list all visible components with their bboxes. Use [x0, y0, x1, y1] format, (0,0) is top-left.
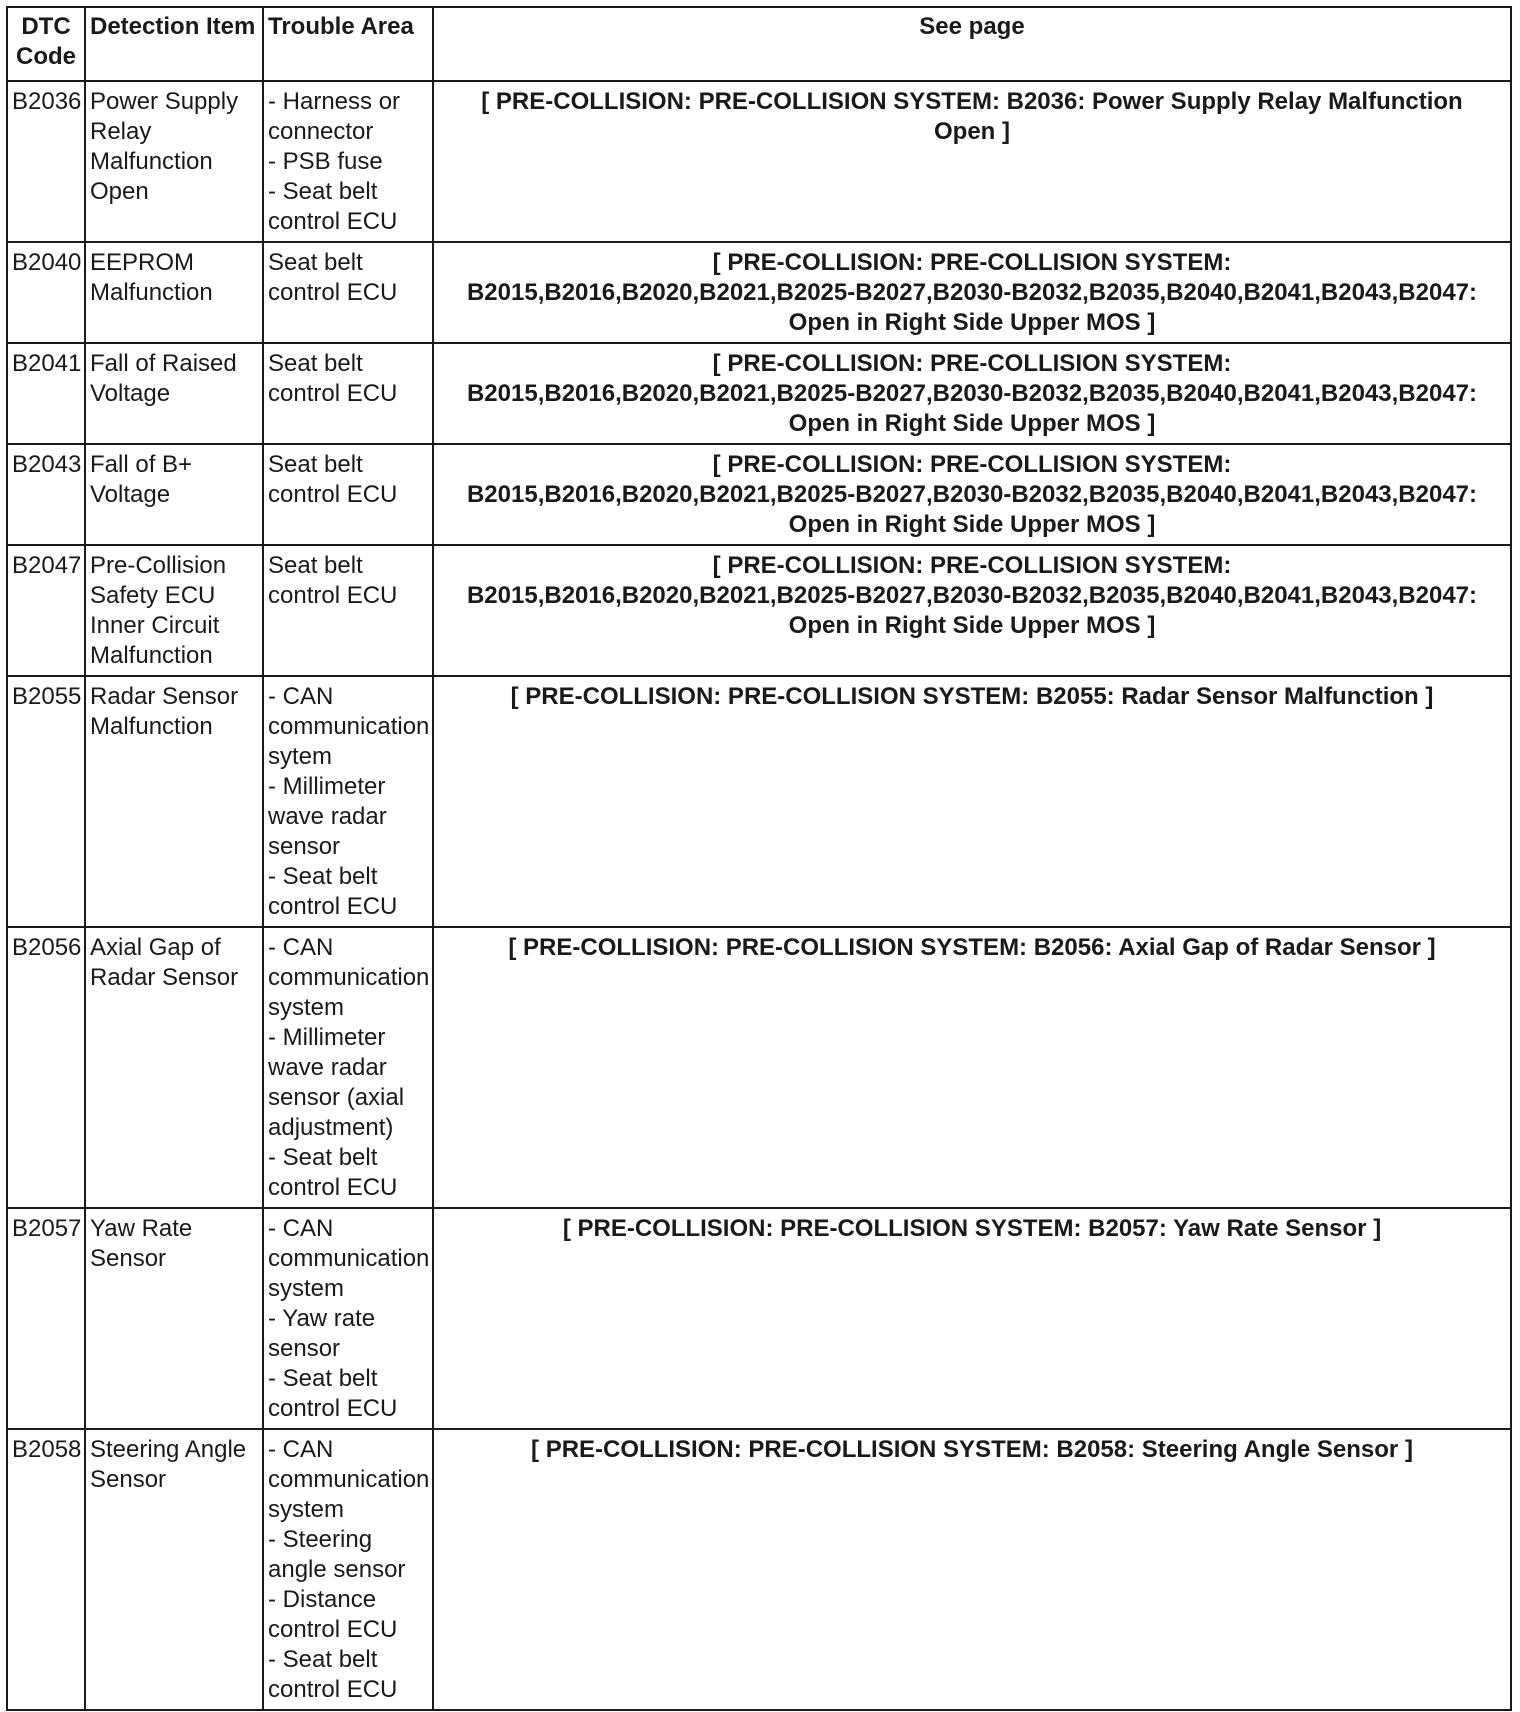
see-page-link[interactable]: [ PRE-COLLISION: PRE-COLLISION SYSTEM: B2036: Power Supply Relay Malfunction Open ] — [433, 81, 1511, 242]
dtc-code-cell: B2058 — [7, 1429, 85, 1710]
detection-item-cell: Steering Angle Sensor — [85, 1429, 263, 1710]
header-see-page: See page — [433, 7, 1511, 81]
see-page-link[interactable]: [ PRE-COLLISION: PRE-COLLISION SYSTEM: B2015,B2016,B2020,B2021,B2025-B2027,B2030-B2032,B2035,B2040,B2041,B2043,B2047: Open in Right Side Upper MOS ] — [433, 343, 1511, 444]
table-row — [7, 545, 1511, 676]
see-page-link[interactable]: [ PRE-COLLISION: PRE-COLLISION SYSTEM: B2058: Steering Angle Sensor ] — [433, 1429, 1511, 1710]
dtc-code-cell: B2056 — [7, 927, 85, 1208]
detection-item-cell: Power Supply Relay Malfunction Open — [85, 81, 263, 242]
table-row — [7, 81, 1511, 242]
see-page-link[interactable]: [ PRE-COLLISION: PRE-COLLISION SYSTEM: B2015,B2016,B2020,B2021,B2025-B2027,B2030-B2032,B2035,B2040,B2041,B2043,B2047: Open in Right Side Upper MOS ] — [433, 242, 1511, 343]
trouble-area-cell: Seat belt control ECU — [263, 242, 433, 343]
dtc-code-cell: B2041 — [7, 343, 85, 444]
dtc-code-cell: B2040 — [7, 242, 85, 343]
table-row — [7, 444, 1511, 545]
table-row — [7, 343, 1511, 444]
dtc-table — [6, 6, 1512, 1711]
trouble-area-cell: - Harness or connector - PSB fuse - Seat belt control ECU — [263, 81, 433, 242]
detection-item-cell: Yaw Rate Sensor — [85, 1208, 263, 1429]
trouble-area-cell: Seat belt control ECU — [263, 545, 433, 676]
detection-item-cell: Radar Sensor Malfunction — [85, 676, 263, 927]
trouble-area-cell: Seat belt control ECU — [263, 343, 433, 444]
table-header-row — [7, 7, 1511, 81]
table-body — [7, 81, 1511, 1710]
table-row — [7, 927, 1511, 1208]
detection-item-cell: EEPROM Malfunction — [85, 242, 263, 343]
dtc-code-cell: B2057 — [7, 1208, 85, 1429]
dtc-code-cell: B2055 — [7, 676, 85, 927]
table-row — [7, 1208, 1511, 1429]
header-dtc-code: DTC Code — [7, 7, 85, 81]
dtc-code-cell: B2043 — [7, 444, 85, 545]
see-page-link[interactable]: [ PRE-COLLISION: PRE-COLLISION SYSTEM: B2057: Yaw Rate Sensor ] — [433, 1208, 1511, 1429]
trouble-area-cell: - CAN communication system - Millimeter wave radar sensor (axial adjustment) - Seat belt control ECU — [263, 927, 433, 1208]
see-page-link[interactable]: [ PRE-COLLISION: PRE-COLLISION SYSTEM: B2056: Axial Gap of Radar Sensor ] — [433, 927, 1511, 1208]
header-trouble-area: Trouble Area — [263, 7, 433, 81]
trouble-area-cell: - CAN communication system - Yaw rate sensor - Seat belt control ECU — [263, 1208, 433, 1429]
trouble-area-cell: - CAN communication sytem - Millimeter wave radar sensor - Seat belt control ECU — [263, 676, 433, 927]
table-row — [7, 1429, 1511, 1710]
detection-item-cell: Pre-Collision Safety ECU Inner Circuit Malfunction — [85, 545, 263, 676]
trouble-area-cell: - CAN communication system - Steering angle sensor - Distance control ECU - Seat belt control ECU — [263, 1429, 433, 1710]
table-row — [7, 242, 1511, 343]
header-detection-item: Detection Item — [85, 7, 263, 81]
see-page-link[interactable]: [ PRE-COLLISION: PRE-COLLISION SYSTEM: B2015,B2016,B2020,B2021,B2025-B2027,B2030-B2032,B2035,B2040,B2041,B2043,B2047: Open in Right Side Upper MOS ] — [433, 545, 1511, 676]
detection-item-cell: Fall of B+ Voltage — [85, 444, 263, 545]
see-page-link[interactable]: [ PRE-COLLISION: PRE-COLLISION SYSTEM: B2055: Radar Sensor Malfunction ] — [433, 676, 1511, 927]
table-row — [7, 676, 1511, 927]
detection-item-cell: Fall of Raised Voltage — [85, 343, 263, 444]
trouble-area-cell: Seat belt control ECU — [263, 444, 433, 545]
dtc-code-cell: B2047 — [7, 545, 85, 676]
dtc-code-cell: B2036 — [7, 81, 85, 242]
see-page-link[interactable]: [ PRE-COLLISION: PRE-COLLISION SYSTEM: B2015,B2016,B2020,B2021,B2025-B2027,B2030-B2032,B2035,B2040,B2041,B2043,B2047: Open in Right Side Upper MOS ] — [433, 444, 1511, 545]
detection-item-cell: Axial Gap of Radar Sensor — [85, 927, 263, 1208]
